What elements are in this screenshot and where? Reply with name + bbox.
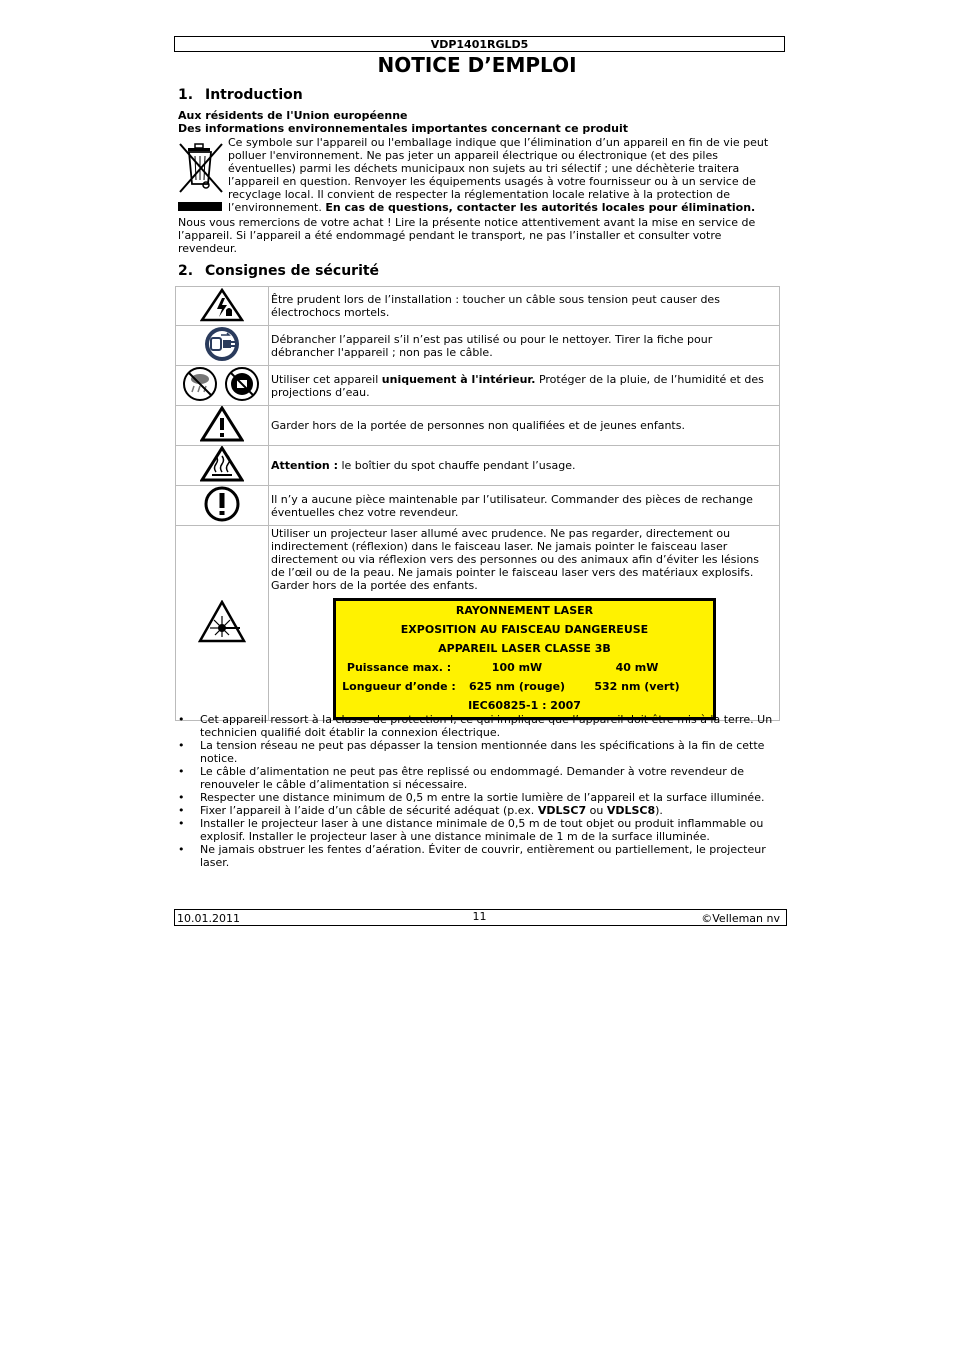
section-number: 2.	[178, 263, 194, 279]
safety-row	[176, 326, 780, 366]
list-item	[178, 804, 780, 817]
weee-bold-text: En cas de questions, contacter les autorités locales pour élimination.	[325, 201, 756, 214]
bullet-text: Cet appareil ressort à la classe de protection I, ce qui implique que l’appareil doit être mis à la terre. Un technicien qualifié doit établir la connexion électrique.	[200, 713, 773, 739]
list-item	[178, 791, 780, 804]
bullet-text: La tension réseau ne peut pas dépasser la tension mentionnée dans les spécifications à la fin de cette notice.	[200, 739, 765, 765]
page-footer	[174, 909, 787, 926]
safety-row	[176, 366, 780, 406]
safety-text	[269, 446, 780, 486]
text-part: Protéger de la pluie, de l’humidité et des projections d’eau.	[271, 372, 764, 399]
page-number: 11	[472, 910, 487, 923]
section-heading-safety	[178, 262, 379, 280]
hot-surface-icon	[176, 446, 269, 486]
bullet: •	[178, 739, 185, 752]
text-part: le boîtier du spot chauffe pendant l’usage.	[337, 459, 576, 472]
page-title: NOTICE D’EMPLOI	[377, 53, 577, 77]
eu-residents-subheading: Aux résidents de l'Union européenne	[178, 109, 408, 122]
bullet: •	[178, 843, 185, 856]
bullet-text: Le câble d’alimentation ne peut pas être replissé ou endommagé. Demander à votre revendeur de renouveler le câble d’alimentation si nécessaire.	[200, 765, 745, 791]
bullet-text: Installer le projecteur laser à une distance minimale de 0,5 m de tout objet ou produit inflammable ou explosif. Installer le projecteur laser à une distance minimale de 1 m de la surface illuminée.	[200, 817, 764, 843]
safety-text: Garder hors de la portée de personnes non qualifiées et de jeunes enfants.	[269, 406, 780, 446]
wavelength-green: 532 nm (vert)	[594, 680, 680, 693]
general-warning-icon	[176, 406, 269, 446]
safety-row	[176, 526, 780, 721]
bullet: •	[178, 765, 185, 778]
section-title: Introduction	[205, 87, 303, 103]
indoor-only-icon	[176, 366, 269, 406]
environment-subheading: Des informations environnementales importantes concernant ce produit	[178, 122, 628, 135]
safety-row	[176, 486, 780, 526]
safety-table	[175, 286, 780, 721]
laser-label-line: APPAREIL LASER CLASSE 3B	[438, 642, 611, 655]
safety-text: Débrancher l’appareil s’il n’est pas utilisé ou pour le nettoyer. Tirer la fiche pour débrancher l'appareil ; non pas le câble.	[269, 326, 780, 366]
list-item	[178, 739, 780, 765]
safety-row	[176, 446, 780, 486]
text-bold-part: Attention :	[271, 459, 338, 472]
laser-warning-label	[333, 598, 716, 720]
footer-date: 10.01.2011	[177, 912, 240, 925]
laser-cell	[269, 526, 780, 721]
bullet-text: ).	[655, 804, 663, 817]
wavelength-red: 625 nm (rouge)	[468, 680, 566, 693]
power-green: 40 mW	[615, 661, 659, 674]
safety-row	[176, 287, 780, 326]
unplug-icon	[176, 326, 269, 366]
laser-power-row	[336, 658, 713, 677]
section-number: 1.	[178, 87, 194, 103]
safety-text: Il n’y a aucune pièce maintenable par l’utilisateur. Commander des pièces de rechange éventuelles chez votre revendeur.	[269, 486, 780, 526]
list-item	[178, 713, 780, 739]
safety-text: Être prudent lors de l’installation : toucher un câble sous tension peut causer des électrochocs mortels.	[269, 287, 780, 326]
safety-row	[176, 406, 780, 446]
safety-bullet-list	[178, 713, 780, 869]
electric-shock-warning-icon	[176, 287, 269, 326]
laser-warning-icon	[176, 526, 269, 721]
section-title: Consignes de sécurité	[205, 263, 380, 279]
crossed-bin-icon	[178, 140, 226, 208]
power-label: Puissance max. :	[346, 661, 452, 674]
text-part: Utiliser cet appareil	[271, 372, 382, 386]
bullet: •	[178, 713, 185, 726]
list-item	[178, 765, 780, 791]
bullet: •	[178, 804, 185, 817]
bullet-text: ou	[586, 804, 607, 817]
wavelength-label: Longueur d’onde :	[342, 680, 456, 693]
safety-text: Utiliser un projecteur laser allumé avec prudence. Ne pas regarder, directement ou indirectement (réflexion) dans le faisceau laser. Ne jamais pointer le faisceau laser directement ou via réflexion vers des personnes ou des animaux afin d’éviter les lésions de l’œil ou de la peau. Ne jamais pointer le faisceau laser vers des matériaux explosifs. Garder hors de la portée des enfants.	[271, 527, 759, 592]
list-item	[178, 843, 780, 869]
laser-label-line: EXPOSITION AU FAISCEAU DANGEREUSE	[400, 623, 649, 636]
section-heading-introduction	[178, 86, 303, 104]
weee-text: Ce symbole sur l'appareil ou l'emballage indique que l’élimination d’un appareil en fin de vie peut polluer l'environnement. Ne pas jeter un appareil électrique ou électronique (et des piles éventuelles) parmi les déchets municipaux non sujets au tri sélectif ; une déchèterie traitera l’appareil en question. Renvoyer les équipements usagés à votre fournisseur ou à un service de recyclage local. Il convient de respecter la réglementation locale relative à la protection de l’environnement.	[228, 136, 769, 214]
laser-wavelength-row	[336, 677, 713, 696]
power-red: 100 mW	[491, 661, 543, 674]
model-number: VDP1401RGLD5	[430, 38, 529, 51]
footer-copyright: ©Velleman nv	[701, 912, 780, 925]
bullet-text: Ne jamais obstruer les fentes d’aération. Éviter de couvrir, entièrement ou partiellement, le projecteur laser.	[200, 843, 766, 869]
exclamation-circle-icon	[176, 486, 269, 526]
bullet: •	[178, 791, 185, 804]
laser-standard: IEC60825-1 : 2007	[468, 699, 581, 712]
laser-label-line: RAYONNEMENT LASER	[455, 604, 594, 617]
weee-paragraph	[228, 136, 776, 214]
text-bold-part: uniquement à l'intérieur.	[381, 372, 536, 386]
bullet-text: Fixer l’appareil à l’aide d’un câble de sécurité adéquat (p.ex.	[200, 804, 538, 817]
bullet: •	[178, 817, 185, 830]
list-item	[178, 817, 780, 843]
product-code: VDLSC8	[606, 804, 656, 817]
bullet-text: Respecter une distance minimum de 0,5 m entre la sortie lumière de l’appareil et la surface illuminée.	[200, 791, 765, 804]
product-code: VDLSC7	[537, 804, 587, 817]
thanks-paragraph: Nous vous remercions de votre achat ! Lire la présente notice attentivement avant la mise en service de l’appareil. Si l’appareil a été endommagé pendant le transport, ne pas l’installer et consulter votre revendeur.	[178, 216, 756, 255]
safety-text	[269, 366, 780, 406]
page-header	[174, 36, 785, 52]
